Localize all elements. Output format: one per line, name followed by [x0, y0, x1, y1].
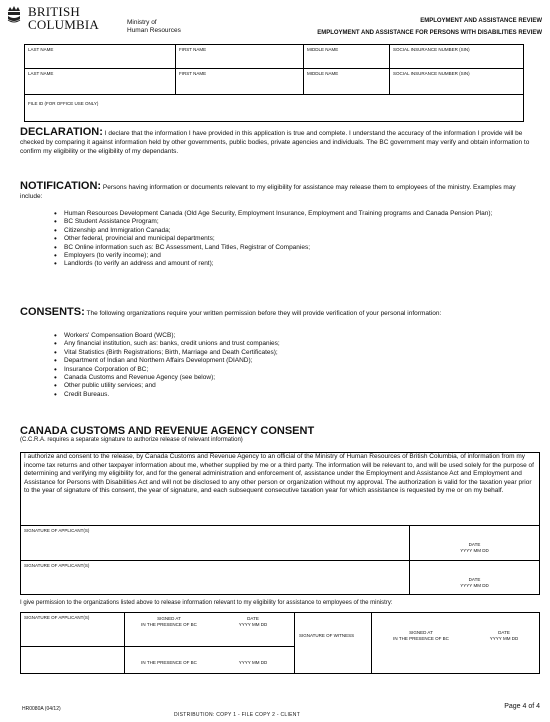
signed-at-field[interactable] [376, 630, 466, 642]
spouse-first-name-field[interactable] [175, 69, 303, 94]
list-item: • Credit Bureaus. [54, 391, 514, 399]
file-id-field[interactable] [25, 95, 523, 122]
file-id-label: FILE ID (FOR OFFICE USE ONLY) [28, 101, 99, 106]
sin-field[interactable] [389, 45, 523, 68]
list-item: • BC Student Assistance Program; [54, 218, 514, 226]
ccra-subtext: (C.C.R.A. requires a separate signature to authorize release of relevant information) [20, 437, 243, 443]
first-name-label: FIRST NAME [179, 71, 207, 76]
date-format: YYYY MM DD [489, 636, 519, 641]
signature-label: SIGNATURE OF APPLICANT(S) [24, 528, 90, 533]
date-label: DATE [247, 616, 259, 621]
logo-line-2: COLUMBIA [28, 17, 99, 32]
date-field[interactable] [471, 630, 537, 642]
page-number: Page 4 of 4 [504, 703, 540, 710]
permission-text: I give permission to the organizations listed above to release information relevant to my eligibility for assistance to employees of the ministry: [20, 600, 393, 606]
list-item: • Workers' Compensation Board (WCB); [54, 332, 514, 340]
applicant-signature-field[interactable] [21, 561, 409, 595]
witness-signature-field[interactable] [295, 613, 371, 675]
applicant-row [25, 45, 523, 69]
consents-section [20, 308, 530, 318]
middle-name-field[interactable] [303, 45, 389, 68]
witness-signature-label: SIGNATURE OF WITNESS [299, 633, 355, 638]
ccra-consent-box [20, 452, 540, 595]
date-format: YYYY MM DD [238, 622, 268, 627]
applicant-signature-field[interactable] [21, 526, 409, 560]
middle-name-label: MIDDLE NAME [307, 47, 339, 52]
in-presence-label: IN THE PRESENCE OF BC [141, 622, 197, 627]
spouse-middle-name-field[interactable] [303, 69, 389, 94]
bc-logo [6, 3, 102, 33]
list-item: • Other federal, provincial and municipal departments; [54, 235, 514, 243]
declaration-text: I declare that the information I have provided in this application is true and complete. I understand the accuracy of the information I provide will be checked by comparing it against information held by other governments, public bodies, private agencies and individuals. The BC government may verify and obtain information to confirm my eligibility or the eligibility of my dependants. [20, 130, 530, 155]
date-format: YYYY MM DD [460, 548, 489, 553]
date-label: DATE [468, 577, 481, 582]
form-title-line-1: EMPLOYMENT AND ASSISTANCE REVIEW [420, 18, 542, 24]
ministry-line-2: Human Resources [127, 27, 181, 34]
logo-line-1: BRITISH [28, 4, 80, 19]
last-name-field[interactable] [25, 45, 175, 68]
spouse-row [25, 69, 523, 95]
list-item: • Any financial institution, such as: banks, credit unions and trust companies; [54, 340, 514, 348]
form-title-line-2: EMPLOYMENT AND ASSISTANCE FOR PERSONS WITH DISABILITIES REVIEW [317, 30, 542, 36]
distribution-note: DISTRIBUTION: COPY 1 - FILE COPY 2 - CLIENT [174, 712, 301, 718]
bc-crest-icon [6, 5, 22, 25]
date-format: YYYY MM DD [460, 583, 489, 588]
sin-label: SOCIAL INSURANCE NUMBER (SIN) [393, 71, 470, 76]
last-name-label: LAST NAME [28, 71, 54, 76]
divider [371, 613, 372, 673]
signed-at-label: SIGNED AT [409, 630, 433, 635]
signed-at-label: SIGNED AT [157, 616, 181, 621]
first-name-field[interactable] [175, 45, 303, 68]
ccra-signature-row [21, 560, 539, 595]
form-code: HR0080A (04/12) [22, 706, 61, 712]
list-item: • Canada Customs and Revenue Agency (see below); [54, 374, 514, 382]
list-item: • BC Online information such as: BC Assessment, Land Titles, Registrar of Companies; [54, 244, 514, 252]
ccra-heading: CANADA CUSTOMS AND REVENUE AGENCY CONSENT [20, 425, 315, 437]
date-format: YYYY MM DD [238, 660, 268, 665]
last-name-label: LAST NAME [28, 47, 54, 52]
declaration-section [20, 128, 530, 156]
ccra-section [20, 425, 530, 443]
applicant-signature-label: SIGNATURE OF APPLICANT(S) [24, 615, 90, 620]
form-title [317, 15, 542, 39]
list-item: • Human Resources Development Canada (Old Age Security, Employment Insurance, Employment and Training programs and Canada Pension Plan); [54, 210, 514, 218]
declaration-heading: DECLARATION: [20, 126, 103, 138]
date-field[interactable] [409, 561, 539, 595]
signed-at-field[interactable] [129, 616, 209, 628]
ministry-line-1: Ministry of [127, 19, 157, 26]
list-item: • Vital Statistics (Birth Registrations; Birth, Marriage and Death Certificates); [54, 349, 514, 357]
applicant-signature-field[interactable] [21, 613, 124, 675]
file-id-row [25, 95, 523, 122]
consents-text: The following organizations require your written permission before they will provide verification of your personal information: [86, 310, 442, 317]
applicant-info-table [24, 44, 524, 122]
notification-text: Persons having information or documents relevant to my eligibility for assistance may release them to employees of the ministry. Examples may include: [20, 184, 516, 200]
signature-label: SIGNATURE OF APPLICANT(S) [24, 563, 90, 568]
ministry-name [127, 19, 181, 35]
date-field[interactable] [217, 616, 289, 628]
in-presence-label: IN THE PRESENCE OF BC [393, 636, 449, 641]
signed-at-field[interactable] [129, 660, 209, 666]
consents-heading: CONSENTS: [20, 306, 85, 318]
list-item: • Citizenship and Immigration Canada; [54, 227, 514, 235]
sin-label: SOCIAL INSURANCE NUMBER (SIN) [393, 47, 470, 52]
notification-heading: NOTIFICATION: [20, 180, 102, 192]
list-item: • Employers (to verify income); and [54, 252, 514, 260]
consents-list [54, 332, 514, 399]
list-item: • Department of Indian and Northern Affairs Development (DIAND); [54, 357, 514, 365]
first-name-label: FIRST NAME [179, 47, 207, 52]
date-field[interactable] [409, 526, 539, 560]
notification-list [54, 210, 514, 269]
list-item: • Landlords (to verify an address and amount of rent); [54, 260, 514, 268]
notification-section [20, 182, 530, 201]
divider [124, 613, 125, 673]
spouse-sin-field[interactable] [389, 69, 523, 94]
ccra-signature-row [21, 525, 539, 560]
spouse-last-name-field[interactable] [25, 69, 175, 94]
date-label: DATE [498, 630, 510, 635]
in-presence-label: IN THE PRESENCE OF BC [141, 660, 197, 665]
ccra-consent-text: I authorize and consent to the release, by Canada Customs and Revenue Agency to an official of the Ministry of Human Resources of British Columbia, of information from my income tax returns and other taxpayer information about me, whether supplied by me or a third party. The information will be relevant to, and will be used solely for the purpose of determining and verifying my eligibility for, and for the general administration and enforcement of, assistance under the Employment and Assistance Act and Employment and Assistance for Persons with Disabilities Act and will not be disclosed to any other person or organization without my approval. The authorization is valid for the taxation year prior to the year of signature of this consent, the year of signature, and each subsequent consecutive taxation year for which assistance is requested by me or on my behalf. [24, 453, 534, 494]
list-item: • Insurance Corporation of BC; [54, 366, 514, 374]
list-item: • Other public utility services; and [54, 382, 514, 390]
date-field[interactable] [217, 660, 289, 666]
bottom-signature-table [20, 612, 540, 674]
date-label: DATE [468, 542, 481, 547]
middle-name-label: MIDDLE NAME [307, 71, 339, 76]
